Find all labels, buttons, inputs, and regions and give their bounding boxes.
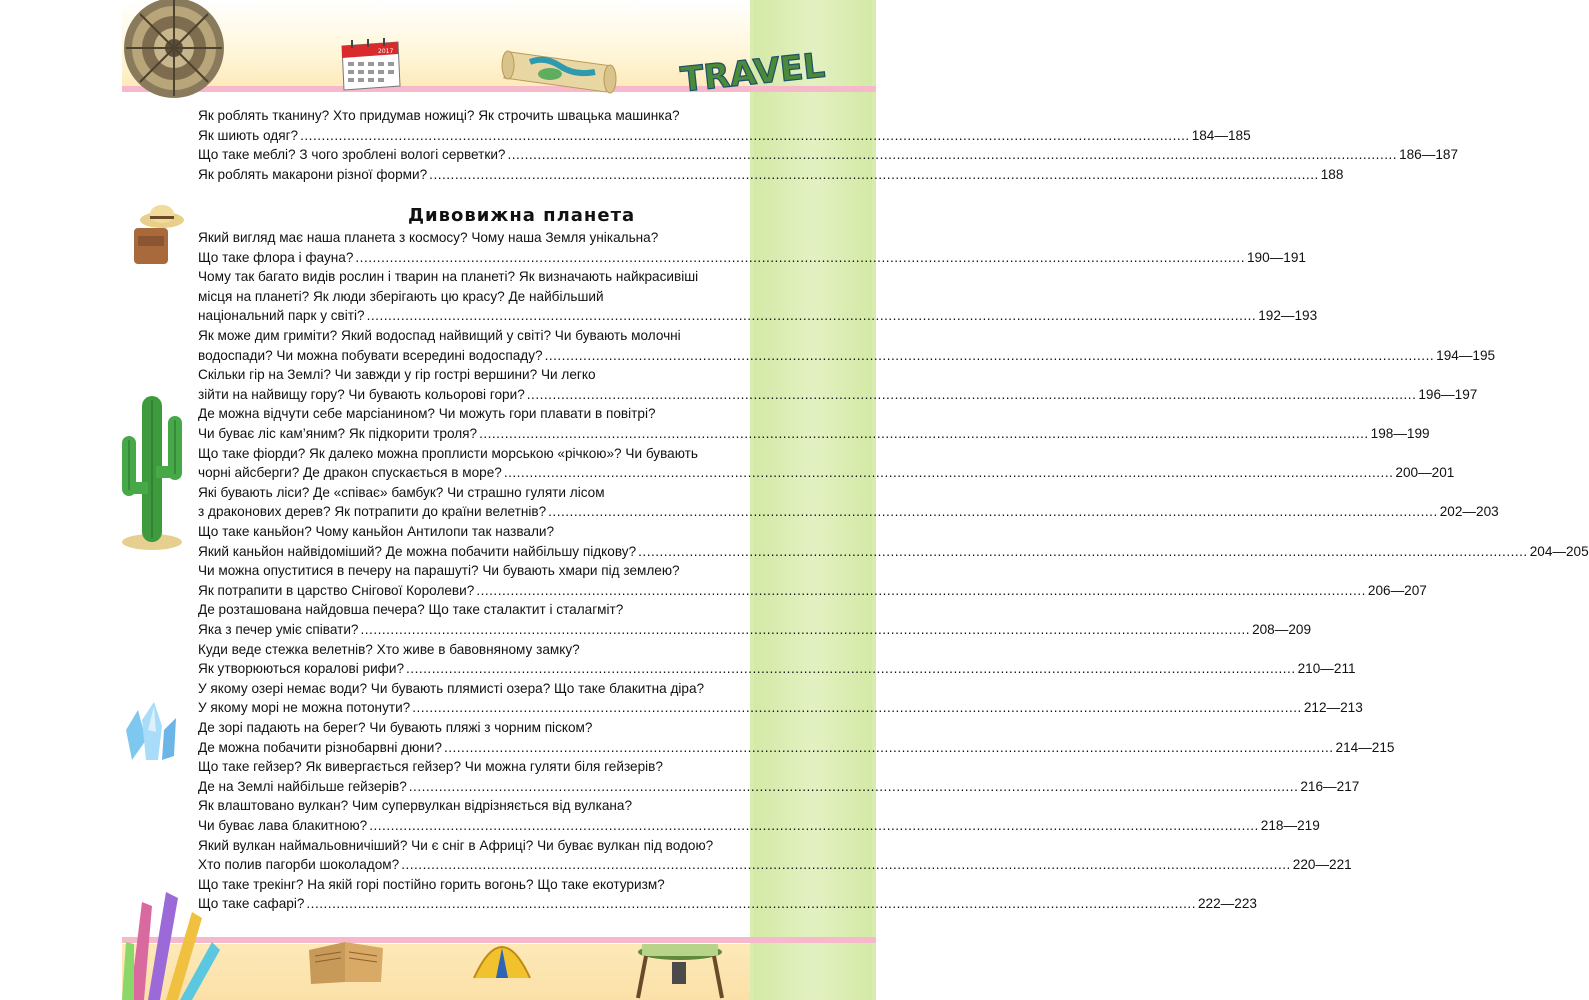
toc-question-text: Що таке сафарі? <box>198 896 305 912</box>
toc-question-text: Як потрапити в царство Снігової Королеви? <box>198 582 475 598</box>
toc-question-text: Що таке каньйон? Чому каньйон Антилопи так назвали? <box>198 524 555 539</box>
toc-question-text: місця на планеті? Як люди зберігають цю красу? Де найбільший <box>198 288 604 304</box>
toc-line <box>198 267 826 287</box>
toc-question-text: Чи буває лава блакитною? <box>198 818 368 833</box>
page-range: 216—217 <box>1300 778 1360 794</box>
page-range: 220—221 <box>1292 857 1352 873</box>
toc-line <box>198 287 826 307</box>
dot-leader <box>476 581 1366 601</box>
toc-line <box>198 777 1360 797</box>
toc-question-text: Хто полив пагорби шоколадом? <box>198 857 400 873</box>
toc-line <box>198 698 1363 718</box>
toc-line <box>198 228 826 248</box>
toc-question-text: Чому так багато видів рослин і тварин на планеті? Як визначають найкрасивіші <box>198 269 699 285</box>
toc-question-text: У якому озері немає води? Чи бувають плямисті озера? Що таке блакитна діра? <box>198 680 705 696</box>
page-range: 202—203 <box>1439 504 1499 520</box>
page-range: 190—191 <box>1246 249 1306 265</box>
toc-question-text: Де зорі падають на берег? Чи бувають пляжі з чорним піском? <box>198 720 593 735</box>
toc-question-text: Де можна відчути себе марсіанином? Чи можуть гори плавати в повітрі? <box>198 406 656 422</box>
dot-leader <box>367 306 1257 326</box>
dot-leader <box>369 816 1259 836</box>
dot-leader <box>429 165 1319 185</box>
page-range: 198—199 <box>1370 426 1430 441</box>
page-range: 184—185 <box>1191 127 1251 143</box>
page-range: 214—215 <box>1335 739 1395 755</box>
toc-question-text: Який вигляд має наша планета з космосу? Чому наша Земля унікальна? <box>198 230 659 245</box>
page-range: 188 <box>1320 166 1344 182</box>
page-range: 196—197 <box>1418 386 1478 402</box>
page-range: 218—219 <box>1260 818 1320 833</box>
dot-leader <box>479 424 1369 444</box>
toc-line <box>198 126 1251 146</box>
toc-question-text: з драконових дерев? Як потрапити до країни велетнів? <box>198 504 547 520</box>
toc-line <box>198 326 826 346</box>
toc-line <box>198 444 826 464</box>
toc-line <box>198 894 1257 914</box>
toc-line <box>198 581 1427 601</box>
page-range: 208—209 <box>1252 622 1312 637</box>
page-range: 192—193 <box>1258 308 1318 324</box>
toc-question-text: Як роблять макарони різної форми? <box>198 166 428 182</box>
page-range: 186—187 <box>1399 147 1459 163</box>
toc-line <box>198 248 1306 268</box>
toc-line <box>198 522 826 542</box>
toc-line <box>198 542 1589 562</box>
page-range: 206—207 <box>1367 582 1427 598</box>
dot-leader <box>527 385 1417 405</box>
toc-line <box>198 145 1459 165</box>
travel-logo <box>676 40 827 101</box>
toc-line <box>198 718 826 738</box>
toc-line <box>198 796 826 816</box>
dot-leader <box>507 145 1397 165</box>
toc-question-text: національний парк у світі? <box>198 308 365 324</box>
map-scroll-icon <box>500 44 620 96</box>
dot-leader <box>300 126 1190 146</box>
toc-question-text: Куди веде стежка велетнів? Хто живе в бавовняному замку? <box>198 641 580 657</box>
toc-question-text: Чи можна опуститися в печеру на парашуті? Чи бувають хмари під землею? <box>198 563 680 579</box>
toc-line <box>198 502 1499 522</box>
page-range: 210—211 <box>1297 661 1356 677</box>
open-book-icon <box>305 930 387 986</box>
dot-leader <box>409 777 1299 797</box>
dot-leader <box>306 894 1196 914</box>
toc-question-text: Де на Землі найбільше гейзерів? <box>198 778 407 794</box>
toc-question-text: Як влаштовано вулкан? Чим супервулкан відрізняється від вулкана? <box>198 798 633 814</box>
toc-question-text: Що таке трекінг? На якій горі постійно горить вогонь? Що таке екотуризм? <box>198 876 665 892</box>
tent-icon <box>470 922 534 982</box>
toc-line <box>198 463 1455 483</box>
dot-leader <box>638 542 1528 562</box>
toc-question-text: Що таке флора і фауна? <box>198 249 354 265</box>
toc-question-text: Який каньйон найвідоміший? Де можна побачити найбільшу підкову? <box>198 543 637 559</box>
toc-line <box>198 346 1496 366</box>
toc-question-text: Де можна побачити різнобарвні дюни? <box>198 739 442 755</box>
toc-line <box>198 640 826 660</box>
toc-question-text: Де розташована найдовша печера? Що таке сталактит і сталагміт? <box>198 602 624 618</box>
toc-question-text: Як може дим гриміти? Який водоспад найвищий у світі? Чи бувають молочні <box>198 328 681 343</box>
toc-question-text: водоспади? Чи можна побувати всередині водоспаду? <box>198 347 543 363</box>
dot-leader <box>360 620 1250 640</box>
dot-leader <box>406 659 1296 679</box>
page-range: 212—213 <box>1303 700 1363 716</box>
toc-question-text: Чи буває ліс кам’яним? Як підкорити троля? <box>198 426 478 441</box>
svg-text:2017: 2017 <box>378 48 394 55</box>
toc-line <box>198 165 1344 185</box>
toc-question-text: зійти на найвищу гору? Чи бувають кольорові гори? <box>198 386 525 402</box>
page-range: 194—195 <box>1436 347 1496 363</box>
toc-question-text: Що таке фіорди? Як далеко можна проплисти морською «річкою»? Чи бувають <box>198 445 698 461</box>
svg-text:TRAVEL: TRAVEL <box>678 45 827 101</box>
toc-question-text: Що таке меблі? З чого зроблені вологі серветки? <box>198 147 506 163</box>
dot-leader <box>504 463 1394 483</box>
toc-question-text: Як шиють одяг? <box>198 127 299 143</box>
dot-leader <box>401 855 1291 875</box>
dot-leader <box>355 248 1245 268</box>
toc-line <box>198 659 1356 679</box>
toc-line <box>198 738 1395 758</box>
toc-question-text: Скільки гір на Землі? Чи завжди у гір гострі вершини? Чи легко <box>198 367 596 383</box>
toc-line <box>198 875 826 895</box>
blue-crystal-icon <box>122 700 180 764</box>
toc-question-text: Що таке гейзер? Як вивергається гейзер? Чи можна гуляти біля гейзерів? <box>198 759 663 775</box>
toc-line <box>198 816 1320 836</box>
toc-line <box>198 620 1312 640</box>
toc-line <box>198 600 826 620</box>
toc-question-text: Який вулкан наймальовничіший? Чи є сніг в Африці? Чи буває вулкан під водою? <box>198 837 714 853</box>
toc-question-text: Як утворюються коралові рифи? <box>198 661 405 677</box>
toc-line <box>198 365 826 385</box>
cactus-icon <box>118 386 186 550</box>
toc-question-text: У якому морі не можна потонути? <box>198 700 411 716</box>
aztec-calendar-icon <box>122 0 226 104</box>
toc-line <box>198 404 826 424</box>
toc-line <box>198 483 826 503</box>
page-range: 204—205 <box>1529 543 1589 559</box>
toc-line <box>198 679 826 699</box>
dot-leader <box>548 502 1438 522</box>
toc-question-text: Як роблять тканину? Хто придумав ножиці? Як строчить швацька машинка? <box>198 108 680 123</box>
dot-leader <box>545 346 1435 366</box>
toc-line <box>198 757 826 777</box>
toc-line <box>198 561 826 581</box>
toc-question-text: Які бувають ліси? Де «співає» бамбук? Чи страшно гуляти лісом <box>198 484 605 500</box>
page-range: 200—201 <box>1395 465 1455 481</box>
toc-question-text: Яка з печер уміє співати? <box>198 622 359 637</box>
calendar-icon <box>338 36 402 92</box>
page-range: 222—223 <box>1197 896 1257 912</box>
toc-question-text: чорні айсберги? Де дракон спускається в море? <box>198 465 502 481</box>
dot-leader <box>412 698 1302 718</box>
toc-line <box>198 385 1478 405</box>
toc-line <box>198 424 1430 444</box>
toc-line <box>198 836 826 856</box>
toc-line <box>198 855 1352 875</box>
toc-line <box>198 306 1318 326</box>
explorer-hat-icon <box>124 202 186 268</box>
section-title: Дивовижна планета <box>408 205 636 226</box>
dot-leader <box>444 738 1334 758</box>
toc-line <box>198 106 826 126</box>
campfire-icon <box>632 922 728 1000</box>
